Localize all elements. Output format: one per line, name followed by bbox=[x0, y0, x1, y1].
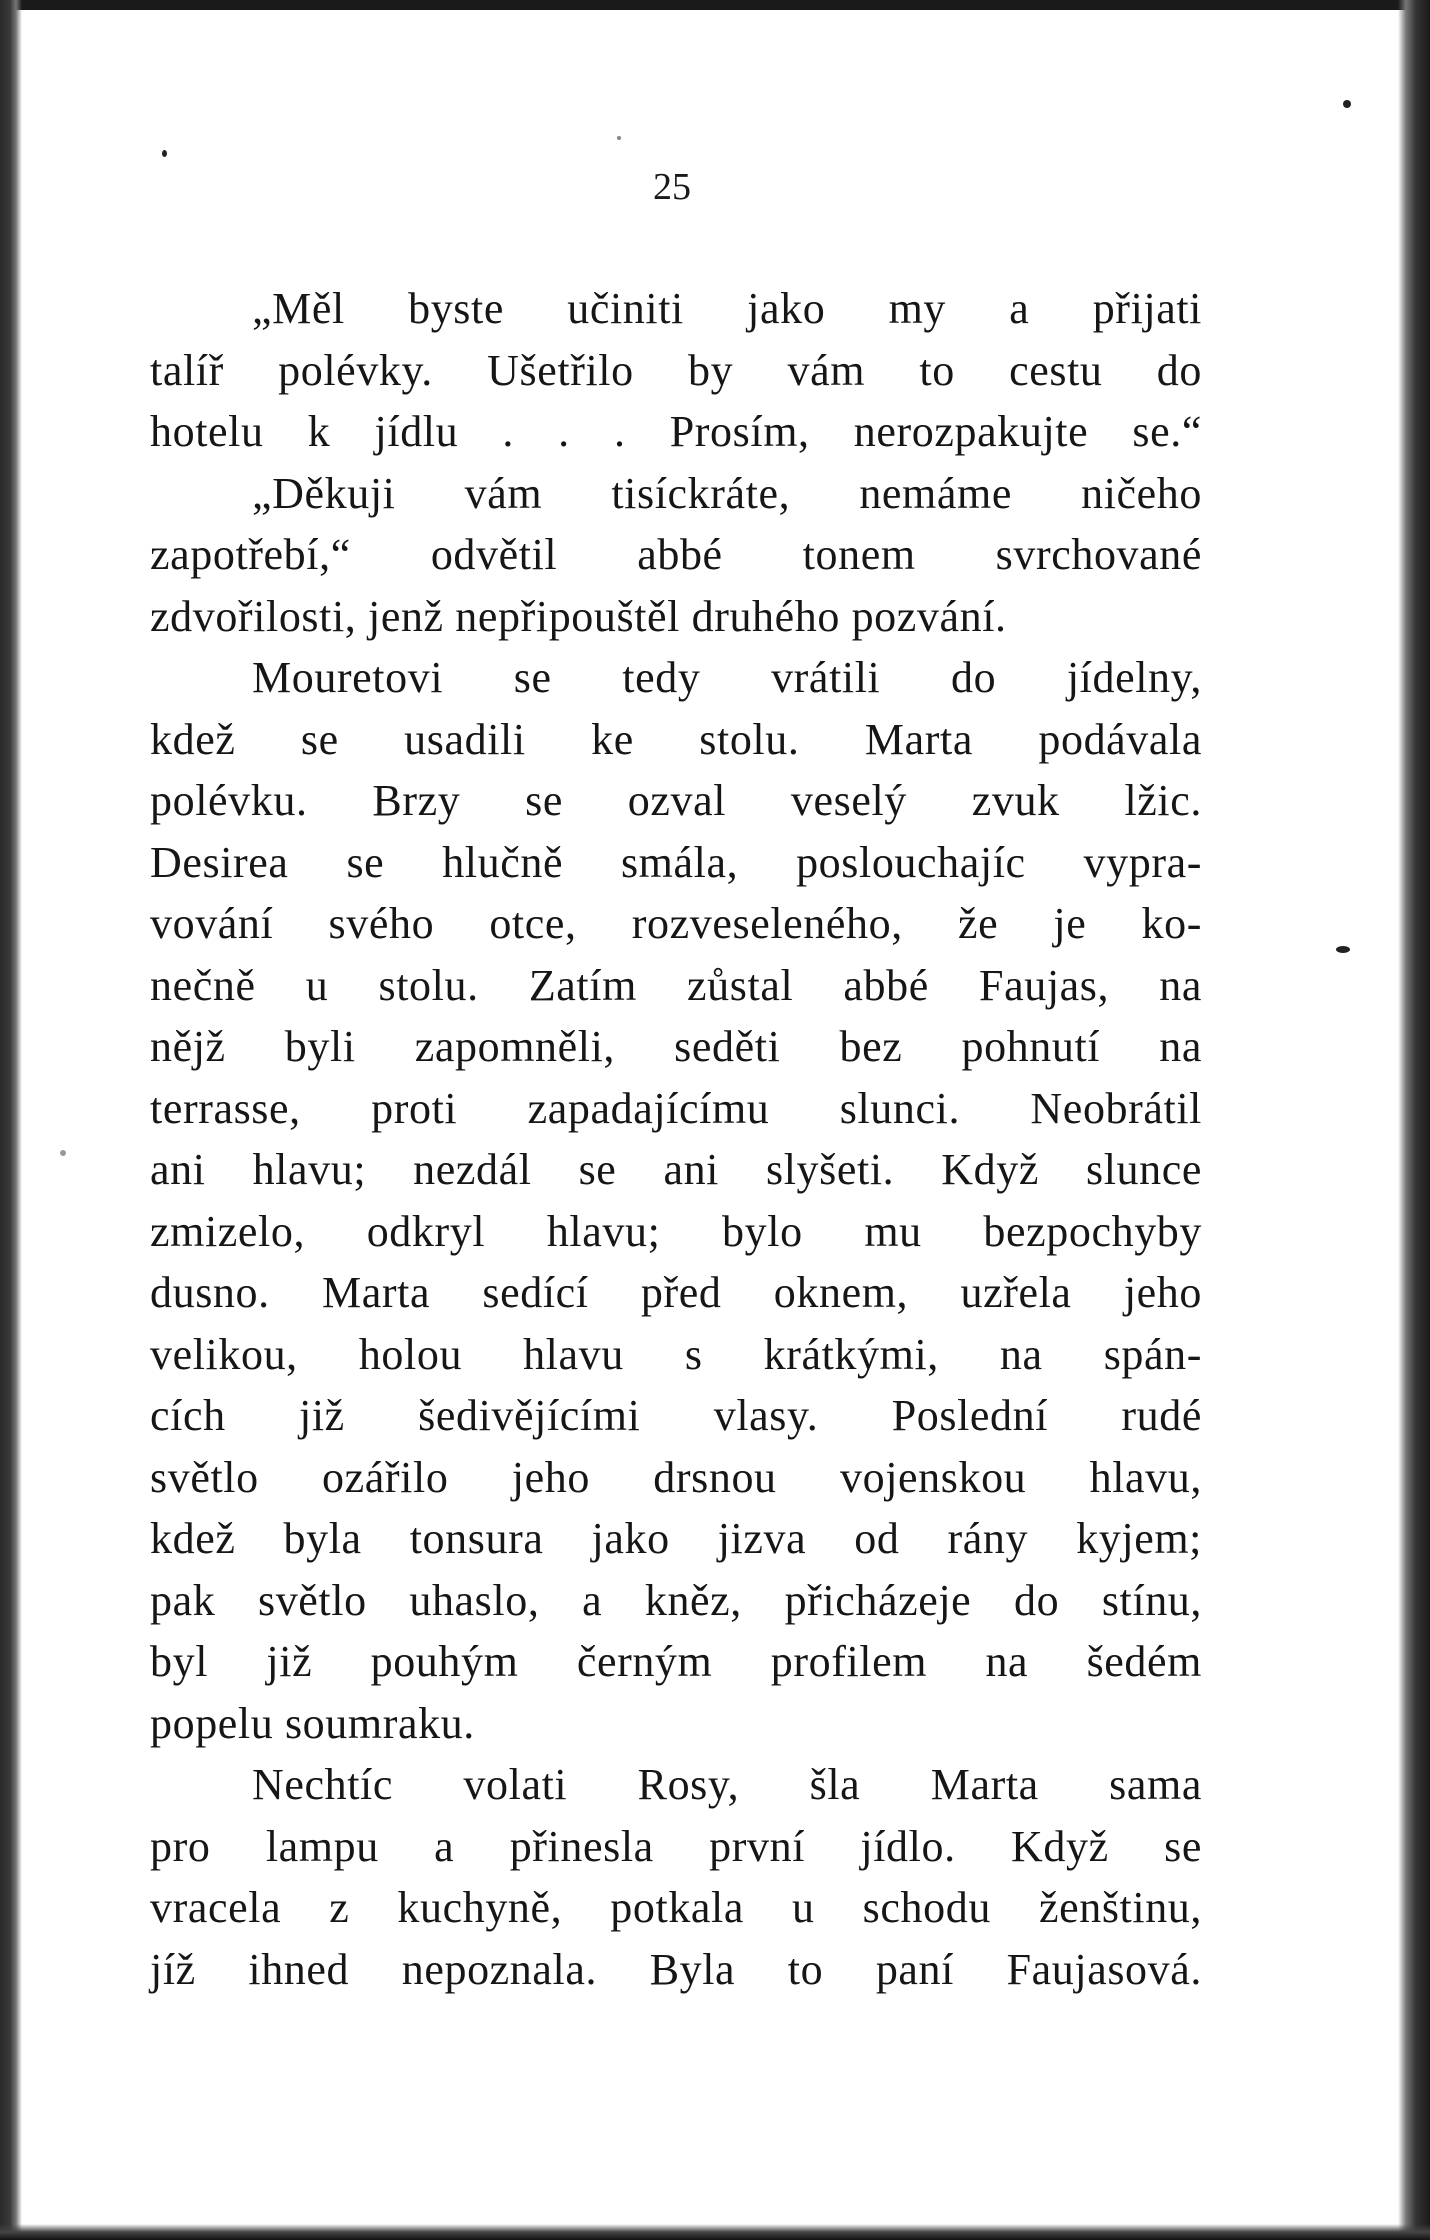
text-line: „Děkuji vám tisíckráte, nemáme ničeho bbox=[252, 468, 1202, 518]
page-number: 25 bbox=[653, 166, 691, 208]
scan-edge-bottom bbox=[0, 2224, 1430, 2240]
text-line: Nechtíc volati Rosy, šla Marta sama bbox=[252, 1760, 1202, 1809]
text-line: polévku. Brzy se ozval veselý zvuk lžic. bbox=[150, 776, 1202, 825]
text-line: velikou, holou hlavu s krátkými, na spán- bbox=[150, 1329, 1202, 1379]
text-line: zmizelo, odkryl hlavu; bylo mu bezpochyby bbox=[150, 1206, 1202, 1256]
text-line: kdež byla tonsura jako jizva od rány kyjem; bbox=[150, 1514, 1202, 1563]
text-line: talíř polévky. Ušetřilo by vám to cestu do bbox=[150, 345, 1202, 395]
text-line: zapotřebí,“ odvětil abbé tonem svrchované bbox=[150, 530, 1202, 579]
scan-speck bbox=[1343, 100, 1351, 108]
text-line: Desirea se hlučně smála, poslouchajíc vypra- bbox=[150, 837, 1202, 887]
text-line: „Měl byste učiniti jako my a přijati bbox=[252, 284, 1202, 333]
text-line: zdvořilosti, jenž nepřipouštěl druhého pozvání. bbox=[150, 591, 1007, 641]
scan-edge-right bbox=[1398, 0, 1430, 2240]
scan-edge-left bbox=[0, 0, 22, 2240]
text-line: terrasse, proti zapadajícímu slunci. Neobrátil bbox=[150, 1083, 1202, 1133]
text-line: hotelu k jídlu . . . Prosím, nerozpakujte se.“ bbox=[150, 407, 1202, 456]
scan-speck bbox=[617, 136, 621, 140]
text-line: jíž ihned nepoznala. Byla to paní Faujasová. bbox=[150, 1944, 1202, 1994]
text-line: vracela z kuchyně, potkala u schodu ženštinu, bbox=[150, 1883, 1202, 1932]
text-line: byl již pouhým černým profilem na šedém bbox=[150, 1637, 1202, 1686]
scan-speck bbox=[1336, 946, 1350, 953]
text-line: pak světlo uhaslo, a kněz, přicházeje do stínu, bbox=[150, 1575, 1202, 1625]
text-line: pro lampu a přinesla první jídlo. Když se bbox=[150, 1821, 1202, 1871]
text-line: kdež se usadili ke stolu. Marta podávala bbox=[150, 714, 1202, 764]
text-line: vování svého otce, rozveseleného, že je ko- bbox=[150, 899, 1202, 948]
text-line: popelu soumraku. bbox=[150, 1698, 475, 1748]
scan-speck bbox=[60, 1150, 66, 1156]
text-line: světlo ozářilo jeho drsnou vojenskou hlavu, bbox=[150, 1452, 1202, 1502]
text-line: nějž byli zapomněli, seděti bez pohnutí na bbox=[150, 1022, 1202, 1071]
body-text bbox=[150, 278, 1202, 2000]
text-line: cích již šedivějícími vlasy. Poslední rudé bbox=[150, 1391, 1202, 1440]
text-line: ani hlavu; nezdál se ani slyšeti. Když slunce bbox=[150, 1145, 1202, 1194]
text-line: nečně u stolu. Zatím zůstal abbé Faujas, na bbox=[150, 960, 1202, 1010]
text-line: Mouretovi se tedy vrátili do jídelny, bbox=[252, 653, 1202, 702]
scan-speck bbox=[162, 150, 167, 157]
text-line: dusno. Marta sedící před oknem, uzřela jeho bbox=[150, 1268, 1202, 1317]
scan-edge-top bbox=[0, 0, 1430, 10]
